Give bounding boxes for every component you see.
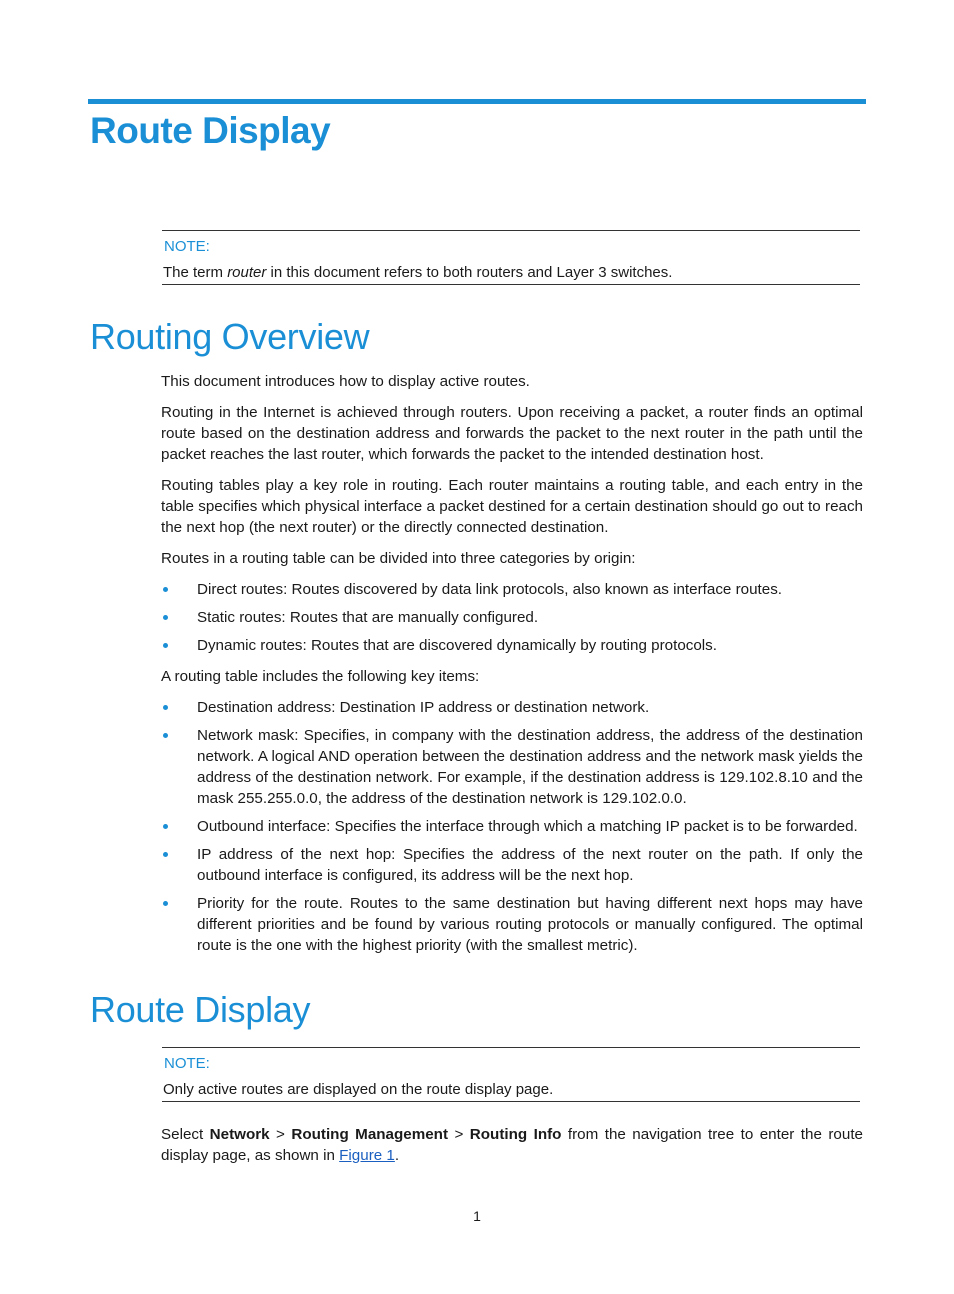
text-period: . (394, 1147, 400, 1164)
list-item-text: Outbound interface: Specifies the interface through which a matching IP packet is to be forwarded. (197, 818, 858, 835)
list-item (161, 893, 863, 956)
bullet-dot-icon (163, 705, 168, 710)
note-text: Only active routes are displayed on the route display page. (163, 1081, 554, 1098)
paragraph-intro: This document introduces how to display active routes. (161, 373, 530, 390)
page-number: 1 (473, 1208, 481, 1224)
list-item (161, 607, 863, 628)
note-text (163, 264, 860, 282)
note-text-start: The term (163, 264, 228, 281)
list-item-text: Direct routes: Routes discovered by data link protocols, also known as interface routes. (197, 581, 783, 598)
list-item-text: Dynamic routes: Routes that are discovered dynamically by routing protocols. (197, 637, 717, 654)
note-label: NOTE: (164, 238, 210, 255)
list-item-text: Priority for the route. Routes to the same destination but having different next hops may have different priorities and be found by various routing protocols or manually configured. The optimal route is the one with the highest priority (with the smallest metric). (197, 895, 863, 954)
list-item-text: Destination address: Destination IP address or destination network. (197, 699, 650, 716)
bullet-dot-icon (163, 733, 168, 738)
nav-separator: > (448, 1126, 470, 1143)
list-item-text: Network mask: Specifies, in company with the destination address, the address of the destination network. A logical AND operation between the destination address and the network mask yields the address of the destination network. For example, if the destination address is 129.102.8.10 and the mask 255.255.0.0, the address of the destination network is 129.102.0.0. (197, 727, 863, 807)
figure-1-link[interactable]: Figure 1 (339, 1147, 395, 1164)
note-box (162, 1047, 860, 1102)
nav-path-network: Network (209, 1126, 270, 1143)
list-item (161, 725, 863, 809)
list-item (161, 697, 863, 718)
list-item-text: IP address of the next hop: Specifies the address of the next router on the path. If only the outbound interface is configured, its address will be the next hop. (197, 846, 863, 884)
routing-overview-body (161, 371, 863, 966)
text-nav-description: from the navigation tree to enter the route display page, as shown in (161, 1126, 863, 1164)
paragraph-key-items-intro: A routing table includes the following key items: (161, 668, 480, 685)
bullet-dot-icon (163, 587, 168, 592)
bullet-dot-icon (163, 643, 168, 648)
note-label: NOTE: (164, 1055, 210, 1072)
chapter-title: Route Display (90, 110, 331, 151)
nav-path-routing-management: Routing Management (291, 1126, 449, 1143)
note-text-end: in this document refers to both routers and Layer 3 switches. (266, 264, 673, 281)
bullet-dot-icon (163, 852, 168, 857)
bullet-dot-icon (163, 824, 168, 829)
bullet-dot-icon (163, 901, 168, 906)
route-display-body (161, 1124, 863, 1176)
nav-separator: > (269, 1126, 292, 1143)
chapter-title-rule (88, 99, 866, 104)
section-title-route-display: Route Display (90, 989, 311, 1030)
list-item (161, 635, 863, 656)
list-item (161, 816, 863, 837)
bullet-dot-icon (163, 615, 168, 620)
list-item (161, 844, 863, 886)
list-item (161, 579, 863, 600)
text-select: Select (161, 1126, 210, 1143)
paragraph-routing-tables: Routing tables play a key role in routing. Each router maintains a routing table, and each entry in the table specifies which physical interface a packet destined for a certain destination should go out to reach the next hop (the next router) or the directly connected destination. (161, 477, 863, 536)
note-box (162, 230, 860, 285)
key-items-list (161, 697, 863, 956)
paragraph-navigation (161, 1124, 863, 1166)
paragraph-routing: Routing in the Internet is achieved through routers. Upon receiving a packet, a router finds an optimal route based on the destination address and forwards the packet to the next router in the path until the packet reaches the last router, which forwards the packet to the intended destination host. (161, 404, 863, 463)
section-title-routing-overview: Routing Overview (90, 316, 370, 357)
nav-path-routing-info: Routing Info (469, 1126, 562, 1143)
list-item-text: Static routes: Routes that are manually configured. (197, 609, 539, 626)
paragraph-categories-intro: Routes in a routing table can be divided into three categories by origin: (161, 550, 636, 567)
note-term-router: router (227, 264, 267, 281)
route-categories-list (161, 579, 863, 656)
